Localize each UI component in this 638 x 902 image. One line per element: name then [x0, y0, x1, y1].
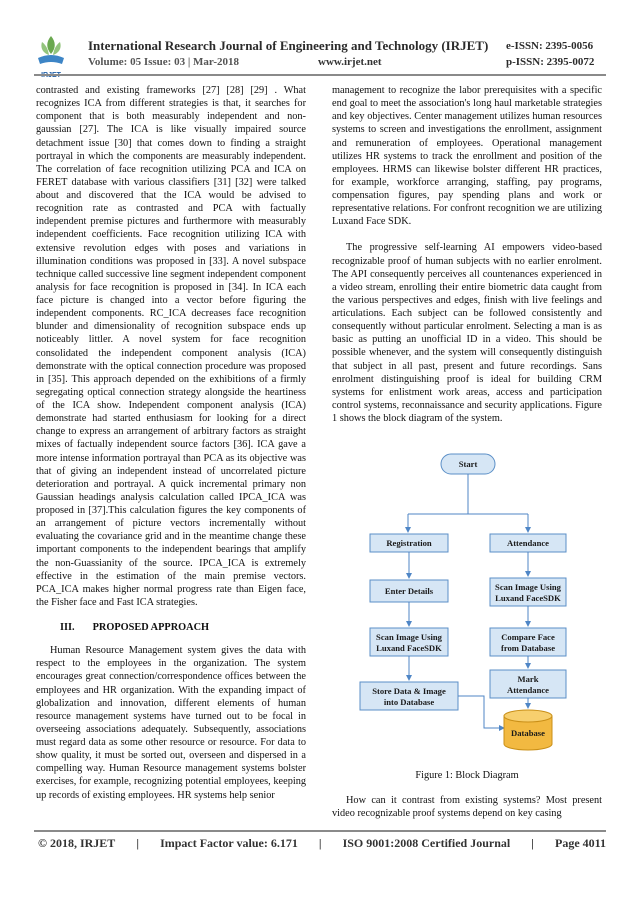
block-diagram [344, 452, 594, 770]
journal-title: International Research Journal of Engineering and Technology (IRJET) [88, 38, 489, 53]
footer-sep: | [318, 836, 322, 850]
footer-divider [34, 830, 606, 832]
e-issn: e-ISSN: 2395-0056 [506, 40, 594, 52]
scan-right-label-1: Scan Image Using [495, 582, 561, 592]
compare-label-1: Compare Face [501, 632, 555, 642]
left-column [36, 84, 306, 816]
attendance-label: Attendance [506, 538, 550, 548]
body-paragraph: How can it contrast from existing systems? Most present video recognizable proof systems depend on key casing [332, 795, 602, 820]
irjet-logo-icon [34, 34, 68, 70]
p-issn: p-ISSN: 2395-0072 [506, 56, 595, 68]
scan-left-label-1: Scan Image Using [376, 632, 442, 642]
footer-impact: Impact Factor value: 6.171 [160, 836, 298, 850]
scan-right-label-2: Luxand FaceSDK [495, 593, 561, 603]
store-label-2: into Database [383, 697, 435, 707]
body-paragraph: contrasted and existing frameworks [27] [28] [29] . What recognizes ICA from different strategies is that, it searches for component that is both measurably independent and non-gaussian [27]. The ICA is like visually impaired source detachment issue [30] that comes down to finding a straight portrayal in which the components are measurably independent. The correlation of face recognition utilizing PCA and ICA on FERET database with various classifiers [31] [32] were talked about and discovered that the ICA would be advised to recognition rate as contrasted and PCA with factually independent premise pictures and furthermore with measurably independent coefficients. Face recognition utilizing ICA with extensive revolution edges with poses and variations in illumination conditions was proposed in [33]. A novel subspace technique called successive line segment independent component analysis for face recognition is proposed in [34]. In ICA each face picture is changed into a vector before figuring the independent components. RC_ICA decreases face recognition blunder and dimensionality of recognition subspace ends up noticeably littler. A novel system for face recognition consolidated the independent component analysis (ICA) demonstrate with the optical connection procedure was proposed in [35]. This approach depended on the exhibitions of a firmly segregating optical connection strategy alongside the heartiness of the ICA show. Independent component analysis (ICA) demonstrate had started enthusiasm for looking for a direct change to express an arrangement of arbitrary factors as straight mixes of factually independent source factors [36]. ICA gave a more intense information portrayal than PCA as its objective was that of giving an independent instead of uncorrelated picture deterioration and portrayal. A quick incremental primary non Gaussian headings analysis calculation called IPCA_ICA was proposed in [37].This calculation figures the key components of an arrangement of picture vectors incrementally without evaluating the covariance grid and in the meantime change these important components to the independent bearings that amplify the non-Guassianity of the source. IPCA_ICA is extremely effective in the estimation of the main premise vectors. PCA_ICA makes higher normal progress rate than Eigen face, the Fisher face and Fast ICA strategies. [36, 85, 306, 608]
database-label: Database [511, 728, 545, 738]
store-label-1: Store Data & Image [372, 686, 446, 696]
registration-label: Registration [386, 538, 432, 548]
compare-label-2: from Database [500, 643, 556, 653]
figure-caption: Figure 1: Block Diagram [415, 770, 519, 781]
section-heading [60, 621, 306, 634]
body-paragraph: Human Resource Management system gives the data with respect to the employees in the organization. The system encourages great connection/correspondence offices between the employees and HR organization. With the expanding impact of globalization and innovation, different elements of human resource management systems have turned out to be focal in overseeing associations adequately. Subsequently, associations must regard data as some other resource or resource. For data to show quality, it must be sorted out, overseen and dispersed in a compelling way. Human Resource management systems bolster exercises, for example, recognizing potential employees, keeping up records of existing employees. HR systems help senior [36, 645, 306, 801]
section-title: PROPOSED APPROACH [92, 622, 210, 633]
footer-page: Page 4011 [555, 836, 606, 850]
mark-label-2: Attendance [506, 685, 550, 695]
right-column [332, 84, 602, 425]
page-header [0, 0, 638, 82]
start-label: Start [458, 459, 478, 469]
section-number: III. [60, 622, 75, 633]
header-divider [34, 74, 606, 76]
volume-issue: Volume: 05 Issue: 03 | Mar-2018 [88, 56, 240, 68]
mark-label-1: Mark [517, 674, 539, 684]
arrow [458, 696, 504, 728]
website-link[interactable]: www.irjet.net [318, 56, 382, 68]
body-paragraph: management to recognize the labor prerequisites with a specific end goal to meet the association's long haul marketable strategies and key objectives. Center management utilizes human resources systems to screen and investigations the enrollment, assignment and remuneration of employees. Operational management utilizes HR systems to track the enrollment and position of the employees. HRMS can likewise bolster different HR practices, for example, workforce arranging, staffing, pay programs, compensation figures, pay spending plans and work or representative relations. For confront recognition we are utilizing Luxand Face SDK. [332, 85, 602, 228]
page-footer [38, 836, 606, 851]
body-paragraph: The progressive self-learning AI empowers video-based recognizable proof of human subjects with no earlier enrolment. The API consequently perceives all countenances experienced in a video stream, enrolling their entire biometric data caught from the various perspectives and edges, finish with live feelings and articulations. Each subject can be followed consistently and consequently without particular enrolment. Selecting a man is as basic as putting an unofficial ID in a video. This should be possible whenever, and the system will consequently distinguish that subject in all past, present and future recordings. Sans enrolment distinguishing proof is ideal for building CRM systems for enlistment work areas, access and participation control systems, reconnaissance and security applications. Figure 1 shows the block diagram of the system. [332, 242, 602, 424]
footer-sep: | [531, 836, 534, 850]
scan-left-label-2: Luxand FaceSDK [376, 643, 442, 653]
footer-copyright: © 2018, IRJET [38, 836, 116, 850]
enter-details-label: Enter Details [384, 586, 434, 596]
footer-sep: | [136, 836, 140, 850]
footer-iso: ISO 9001:2008 Certified Journal [342, 836, 511, 850]
